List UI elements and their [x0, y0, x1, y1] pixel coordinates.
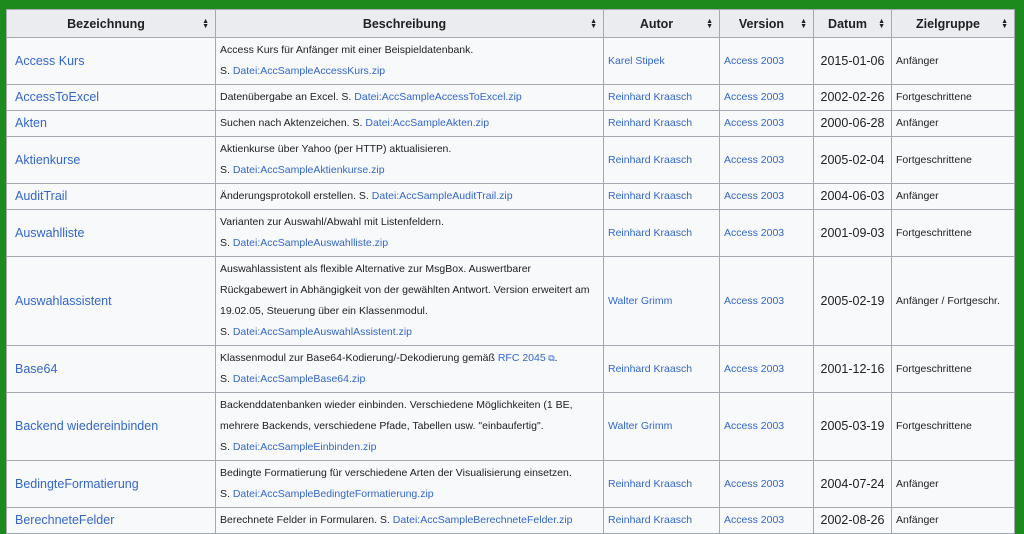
cell-name [7, 210, 216, 257]
cell-date: 2001-09-03 [814, 210, 892, 257]
author-link[interactable]: Reinhard Kraasch [608, 117, 693, 129]
description-text: Rückgabewert in Abhängigkeit von der gewählten Antwort. Version erweitert am [220, 284, 590, 296]
cell-description [216, 461, 604, 508]
cell-audience: Fortgeschrittene [892, 85, 1015, 111]
sort-arrows-icon[interactable]: ▲ ▼ [706, 17, 713, 30]
cell-author [604, 38, 720, 85]
cell-author [604, 210, 720, 257]
file-link[interactable]: Datei:AccSampleEinbinden.zip [232, 441, 377, 453]
description-text: Datenübergabe an Excel. [220, 91, 342, 103]
sample-name-link[interactable]: Akten [15, 116, 47, 130]
cell-audience: Fortgeschrittene [892, 210, 1015, 257]
column-header-label: Datum [828, 16, 867, 31]
cell-author [604, 393, 720, 461]
cell-date: 2002-02-26 [814, 85, 892, 111]
cell-author [604, 137, 720, 184]
description-text: Varianten zur Auswahl/Abwahl mit Listenfeldern. [220, 216, 444, 228]
cell-description [216, 184, 604, 210]
version-link[interactable]: Access 2003 [724, 362, 785, 375]
cell-audience: Fortgeschrittene [892, 393, 1015, 461]
cell-name [7, 461, 216, 508]
column-header-version[interactable] [720, 10, 814, 38]
cell-audience: Anfänger [892, 508, 1015, 534]
author-link[interactable]: Reinhard Kraasch [608, 91, 693, 103]
author-link[interactable]: Walter Grimm [608, 294, 673, 307]
cell-version [720, 461, 814, 508]
version-link[interactable]: Access 2003 [724, 226, 785, 239]
sample-name-link[interactable]: Aktienkurse [15, 152, 81, 167]
external-link-icon: ⧉ [545, 353, 555, 363]
file-prefix: S. [220, 237, 233, 249]
file-link[interactable]: Datei:AccSampleAuswahlliste.zip [232, 237, 389, 249]
column-header-label: Bezeichnung [67, 16, 145, 31]
cell-name [7, 508, 216, 534]
cell-description [216, 346, 604, 393]
file-prefix: S. [341, 91, 355, 103]
description-text: Auswahlassistent als flexible Alternative zur MsgBox. Auswertbarer [220, 263, 532, 275]
sample-name-link[interactable]: Backend wiedereinbinden [15, 419, 159, 433]
file-prefix: S. [220, 65, 233, 77]
cell-version [720, 111, 814, 137]
cell-date: 2002-08-26 [814, 508, 892, 534]
column-header-datum[interactable] [814, 10, 892, 38]
file-link[interactable]: Datei:AccSampleBerechneteFelder.zip [392, 514, 573, 526]
cell-description [216, 38, 604, 85]
sort-arrows-icon[interactable]: ▲ ▼ [800, 17, 807, 30]
cell-version [720, 346, 814, 393]
description-text: Suchen nach Aktenzeichen. [220, 117, 353, 129]
cell-name [7, 346, 216, 393]
author-link[interactable]: Reinhard Kraasch [608, 514, 693, 526]
version-link[interactable]: Access 2003 [724, 420, 785, 432]
cell-date: 2004-07-24 [814, 461, 892, 508]
description-text: 19.02.05, Steuerung über ein Klassenmodul. [220, 305, 428, 317]
description-text: Access Kurs für Anfänger mit einer Beispieldatenbank. [220, 44, 474, 56]
cell-author [604, 346, 720, 393]
version-link[interactable]: Access 2003 [724, 514, 785, 526]
file-prefix: S. [379, 514, 393, 526]
file-prefix: S. [220, 373, 233, 385]
sample-name-link[interactable]: BedingteFormatierung [15, 476, 139, 491]
sample-name-link[interactable]: AuditTrail [15, 189, 68, 203]
author-link[interactable]: Reinhard Kraasch [608, 362, 693, 375]
column-header-label: Version [738, 16, 785, 31]
author-link[interactable]: Karel Stipek [608, 54, 665, 67]
version-link[interactable]: Access 2003 [724, 477, 785, 490]
cell-version [720, 85, 814, 111]
cell-description [216, 210, 604, 257]
cell-audience: Fortgeschrittene [892, 346, 1015, 393]
cell-author [604, 461, 720, 508]
cell-author [604, 184, 720, 210]
table-row [7, 257, 1015, 346]
table-frame [6, 9, 1014, 527]
author-link[interactable]: Reinhard Kraasch [608, 190, 693, 202]
cell-name [7, 38, 216, 85]
samples-table [6, 9, 1015, 534]
author-link[interactable]: Reinhard Kraasch [608, 153, 693, 166]
description-text: mehrere Backends, verschiedene Pfade, Tabellen usw. "einbaufertig". [220, 420, 544, 432]
table-row [7, 210, 1015, 257]
sort-arrows-icon[interactable]: ▲ ▼ [590, 17, 597, 30]
cell-version [720, 137, 814, 184]
table-row [7, 111, 1015, 137]
file-prefix: S. [220, 326, 233, 338]
cell-audience: Anfänger [892, 38, 1015, 85]
cell-version [720, 508, 814, 534]
column-header-label: Beschreibung [362, 16, 447, 31]
file-prefix: S. [358, 190, 372, 202]
file-link[interactable]: Datei:AccSampleAktienkurse.zip [232, 164, 385, 176]
column-header-bezeichnung[interactable] [7, 10, 216, 38]
column-header-label: Zielgruppe [916, 16, 980, 31]
version-link[interactable]: Access 2003 [724, 294, 785, 307]
column-header-label: Autor [639, 16, 674, 31]
file-link[interactable]: Datei:AccSampleAccessKurs.zip [232, 65, 386, 77]
cell-author [604, 111, 720, 137]
table-row [7, 461, 1015, 508]
cell-name [7, 111, 216, 137]
cell-name [7, 257, 216, 346]
description-text: Aktienkurse über Yahoo (per HTTP) aktualisieren. [220, 143, 452, 155]
file-prefix: S. [352, 117, 366, 129]
table-row [7, 508, 1015, 534]
column-header-beschreibung[interactable] [216, 10, 604, 38]
cell-date: 2005-02-19 [814, 257, 892, 346]
table-row [7, 184, 1015, 210]
cell-name [7, 393, 216, 461]
table-body [7, 38, 1015, 534]
sample-name-link[interactable]: Auswahlliste [15, 225, 85, 240]
author-link[interactable]: Reinhard Kraasch [608, 477, 693, 490]
file-link[interactable]: Datei:AccSampleAccessToExcel.zip [354, 91, 522, 103]
description-text: Berechnete Felder in Formularen. [220, 514, 380, 526]
cell-date: 2001-12-16 [814, 346, 892, 393]
cell-audience: Anfänger [892, 184, 1015, 210]
header-row [7, 10, 1015, 38]
cell-name [7, 137, 216, 184]
cell-audience: Anfänger [892, 461, 1015, 508]
cell-version [720, 184, 814, 210]
description-text: Backenddatenbanken wieder einbinden. Verschiedene Möglichkeiten (1 BE, [220, 399, 573, 411]
cell-description [216, 257, 604, 346]
file-link[interactable]: Datei:AccSampleAuswahlAssistent.zip [232, 326, 413, 338]
cell-date: 2015-01-06 [814, 38, 892, 85]
cell-version [720, 38, 814, 85]
column-header-zielgruppe[interactable] [892, 10, 1015, 38]
cell-version [720, 257, 814, 346]
cell-author [604, 257, 720, 346]
cell-date: 2005-03-19 [814, 393, 892, 461]
version-link[interactable]: Access 2003 [724, 190, 785, 202]
sample-name-link[interactable]: AccessToExcel [15, 90, 100, 104]
author-link[interactable]: Reinhard Kraasch [608, 226, 693, 239]
file-link[interactable]: Datei:AccSampleBedingteFormatierung.zip [232, 488, 434, 500]
cell-description [216, 85, 604, 111]
sort-arrows-icon[interactable]: ▲ ▼ [1001, 17, 1008, 30]
cell-description [216, 137, 604, 184]
file-link[interactable]: Datei:AccSampleAuditTrail.zip [371, 190, 513, 202]
description-text: Bedingte Formatierung für verschiedene Arten der Visualisierung einsetzen. [220, 467, 572, 479]
cell-date: 2000-06-28 [814, 111, 892, 137]
file-prefix: S. [220, 488, 233, 500]
column-header-autor[interactable] [604, 10, 720, 38]
sort-arrows-icon[interactable]: ▲ ▼ [202, 17, 209, 30]
description-text: Klassenmodul zur Base64-Kodierung/-Dekodierung gemäß [220, 352, 498, 364]
cell-description [216, 508, 604, 534]
sort-arrows-icon[interactable]: ▲ ▼ [878, 17, 885, 30]
cell-version [720, 210, 814, 257]
table-row [7, 393, 1015, 461]
cell-version [720, 393, 814, 461]
file-prefix: S. [220, 441, 233, 453]
cell-name [7, 184, 216, 210]
table-row [7, 38, 1015, 85]
cell-name [7, 85, 216, 111]
version-link[interactable]: Access 2003 [724, 153, 785, 166]
file-link[interactable]: Datei:AccSampleBase64.zip [232, 373, 366, 385]
version-link[interactable]: Access 2003 [724, 91, 785, 103]
cell-audience: Fortgeschrittene [892, 137, 1015, 184]
file-link[interactable]: Datei:AccSampleAkten.zip [365, 117, 490, 129]
sample-name-link[interactable]: Access Kurs [15, 53, 85, 68]
description-suffix: . [554, 352, 558, 364]
table-row [7, 346, 1015, 393]
rfc-link[interactable]: RFC 2045 [497, 352, 546, 364]
table-row [7, 137, 1015, 184]
description-text: Änderungsprotokoll erstellen. [220, 190, 359, 202]
cell-date: 2005-02-04 [814, 137, 892, 184]
cell-author [604, 508, 720, 534]
cell-date: 2004-06-03 [814, 184, 892, 210]
sample-name-link[interactable]: BerechneteFelder [15, 513, 115, 527]
cell-audience: Anfänger [892, 111, 1015, 137]
cell-author [604, 85, 720, 111]
version-link[interactable]: Access 2003 [724, 117, 785, 129]
author-link[interactable]: Walter Grimm [608, 420, 673, 432]
table-row [7, 85, 1015, 111]
version-link[interactable]: Access 2003 [724, 54, 785, 67]
cell-audience: Anfänger / Fortgeschr. [892, 257, 1015, 346]
file-prefix: S. [220, 164, 233, 176]
cell-description [216, 111, 604, 137]
cell-description [216, 393, 604, 461]
sample-name-link[interactable]: Auswahlassistent [15, 293, 112, 308]
sample-name-link[interactable]: Base64 [15, 361, 58, 376]
